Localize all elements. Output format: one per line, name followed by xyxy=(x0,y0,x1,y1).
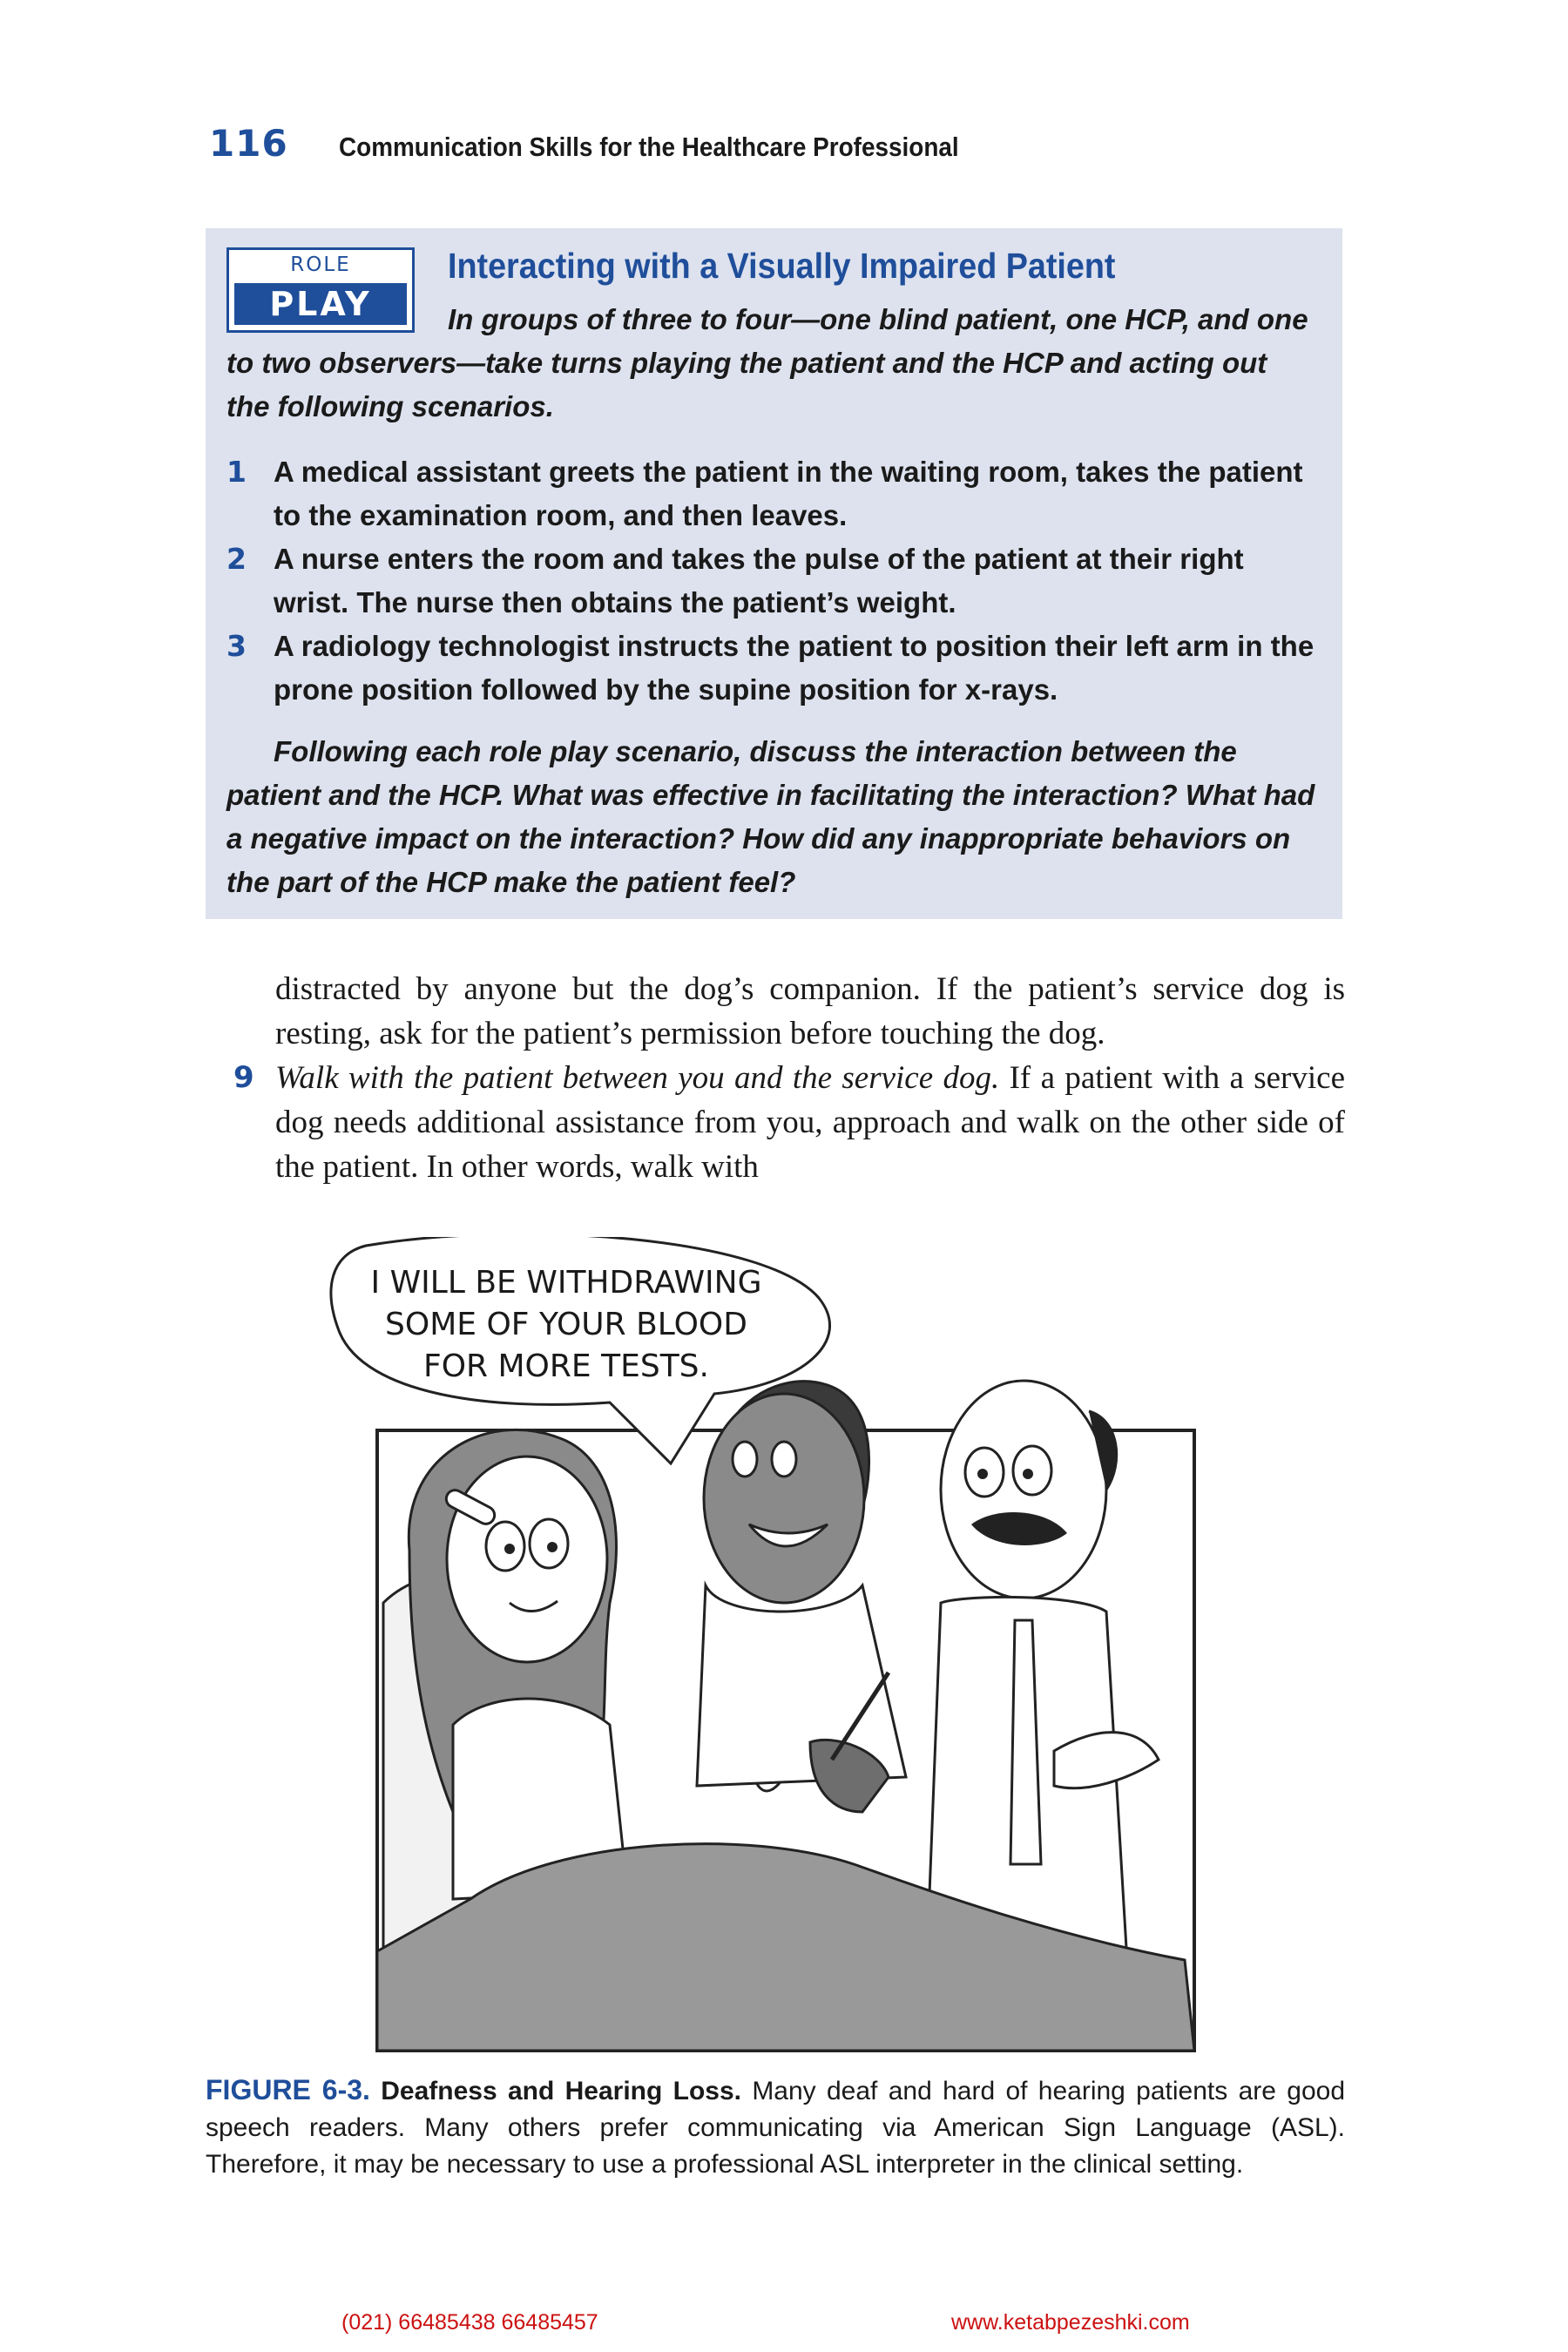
list-item-number: 2 xyxy=(226,542,247,576)
list-item-number: 3 xyxy=(226,629,247,663)
speech-line-3: FOR MORE TESTS. xyxy=(423,1348,709,1384)
list-item-text: A nurse enters the room and takes the pulse of the patient at their right wrist. The nurse then obtains the patient’s weight. xyxy=(274,543,1244,618)
patient-face xyxy=(447,1456,607,1662)
cartoon-illustration xyxy=(0,1237,1568,2056)
figure-caption-text: Many deaf and hard of hearing patients are good speech readers. Many others prefer communicating via American Sign Language (ASL). Therefore, it may be necessary to use a professional ASL interpreter in the clinical setting. xyxy=(206,2077,1345,2179)
item-lead: Walk with the patient between you and the service dog. xyxy=(275,1060,1000,1096)
badge-top-label: ROLE xyxy=(290,253,351,276)
list-item-text: A radiology technologist instructs the patient to position their left arm in the prone position followed by the supine position for x-rays. xyxy=(274,630,1315,706)
role-play-title: Interacting with a Visually Impaired Patient xyxy=(448,246,1116,286)
footer-phone: (021) 66485438 66485457 xyxy=(341,2310,598,2335)
figure-illustration xyxy=(0,1237,1568,2056)
list-item-text: A medical assistant greets the patient in the waiting room, takes the patient to the examination room, and then leaves. xyxy=(274,456,1303,531)
footer-website: www.ketabpezeshki.com xyxy=(951,2310,1190,2335)
role-play-box xyxy=(206,228,1342,919)
speech-line-2: SOME OF YOUR BLOOD xyxy=(385,1307,747,1342)
figure-label: FIGURE 6-3. xyxy=(206,2074,370,2105)
numbered-item xyxy=(233,1056,1345,1189)
page-header xyxy=(209,122,1027,174)
item-number: 9 xyxy=(233,1060,254,1095)
figure-caption-title: Deafness and Hearing Loss. xyxy=(381,2077,741,2105)
figure-caption xyxy=(206,2072,1345,2183)
role-play-intro: In groups of three to four—one blind patient, one HCP, and one to two observers—take turns playing the patient and the HCP and acting out the following scenarios. xyxy=(226,303,1308,422)
role-play-discussion: Following each role play scenario, discuss the interaction between the patient and the HCP. What was effective in facilitating the interaction? What had a negative impact on the interaction? How did any inappropriate behaviors on the part of the HCP make the patient feel? xyxy=(226,735,1315,898)
badge-bottom-label: PLAY xyxy=(234,283,407,325)
item-text: If a patient with a service dog needs additional assistance from you, approach and walk on the other side of the patient. In other words, walk with xyxy=(275,1060,1345,1185)
running-head: Communication Skills for the Healthcare Professional xyxy=(338,132,959,162)
role-play-list xyxy=(226,450,1316,712)
list-item xyxy=(226,537,1316,625)
list-item-number: 1 xyxy=(226,455,247,489)
list-item xyxy=(226,450,1316,537)
list-item xyxy=(226,625,1316,712)
nurse-face xyxy=(704,1394,864,1603)
body-text xyxy=(233,967,1345,1189)
speech-line-1: I WILL BE WITHDRAWING xyxy=(370,1265,762,1301)
page-number: 116 xyxy=(209,122,288,165)
body-paragraph: distracted by anyone but the dog’s companion. If the patient’s service dog is resting, ask for the patient’s permission before touching the dog. xyxy=(275,971,1345,1051)
